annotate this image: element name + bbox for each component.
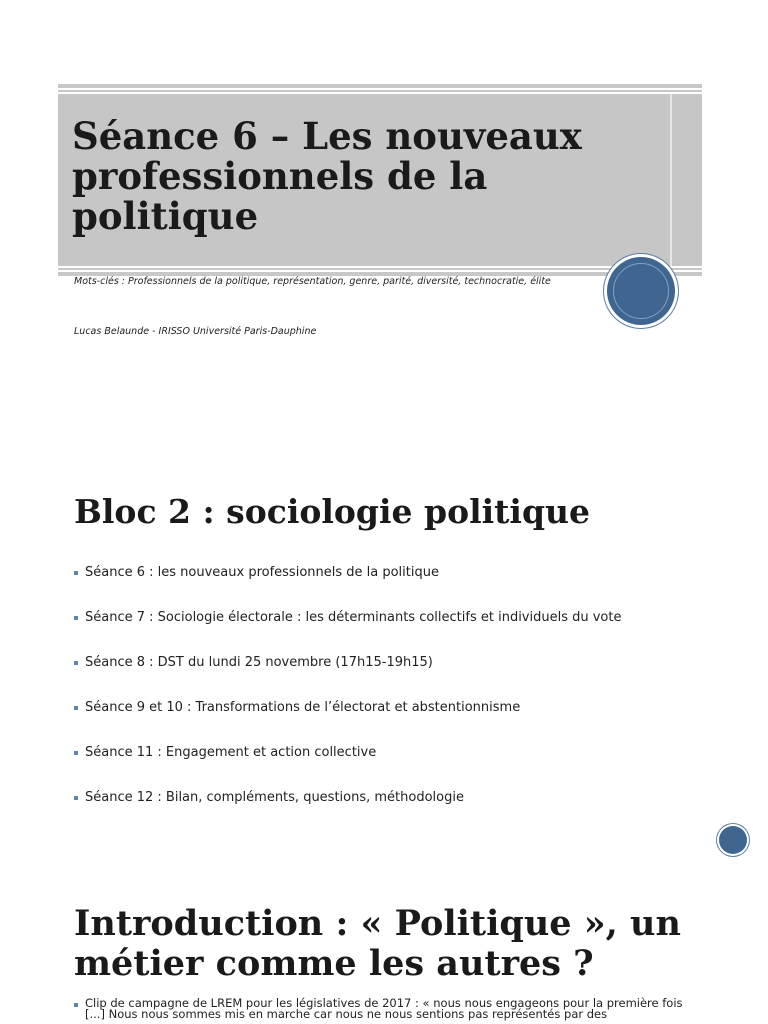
bullet-icon	[74, 616, 78, 620]
decorative-circle-small-icon	[719, 826, 747, 854]
list-item	[74, 699, 714, 744]
list-item-label: Séance 12 : Bilan, compléments, questions, méthodologie	[85, 790, 464, 805]
list-item-label: Séance 7 : Sociologie électorale : les déterminants collectifs et individuels du vote	[85, 610, 622, 625]
keywords-text: Mots-clés : Professionnels de la politique, représentation, genre, parité, diversité, technocratie, élite	[74, 276, 551, 287]
title-band-top-rule	[58, 84, 702, 88]
list-item	[74, 744, 714, 789]
bullet-icon	[74, 661, 78, 665]
list-item	[74, 564, 714, 609]
list-item-label: Séance 6 : les nouveaux professionnels de la politique	[85, 565, 439, 580]
intro-bullet	[74, 998, 705, 1020]
list-item	[74, 789, 714, 834]
title-band-line	[58, 90, 702, 92]
list-item-label: Séance 8 : DST du lundi 25 novembre (17h15-19h15)	[85, 655, 433, 670]
bullet-icon	[74, 751, 78, 755]
decorative-circle-icon	[607, 257, 675, 325]
slide-title: Séance 6 – Les nouveaux professionnels de la politique	[72, 114, 582, 238]
bullet-icon	[74, 796, 78, 800]
author-text: Lucas Belaunde - IRISSO Université Paris-Dauphine	[74, 326, 317, 337]
bullet-icon	[74, 571, 78, 575]
list-item-label: Séance 11 : Engagement et action collective	[85, 745, 377, 760]
intro-bullet-text: Clip de campagne de LREM pour les législatives de 2017 : « nous nous engageons pour la première fois [...] Nous nous sommes mis en marche car nous ne nous sentions pas représentés par des	[85, 996, 683, 1021]
session-list	[74, 564, 714, 834]
intro-title: Introduction : « Politique », un métier comme les autres ?	[74, 903, 681, 984]
list-item	[74, 654, 714, 699]
title-band-divider	[670, 94, 672, 266]
bullet-icon	[74, 1003, 78, 1007]
bullet-icon	[74, 706, 78, 710]
list-item	[74, 609, 714, 654]
list-item-label: Séance 9 et 10 : Transformations de l’électorat et abstentionnisme	[85, 700, 521, 715]
bloc-title: Bloc 2 : sociologie politique	[74, 492, 591, 531]
title-band-bottom-line	[58, 268, 702, 270]
